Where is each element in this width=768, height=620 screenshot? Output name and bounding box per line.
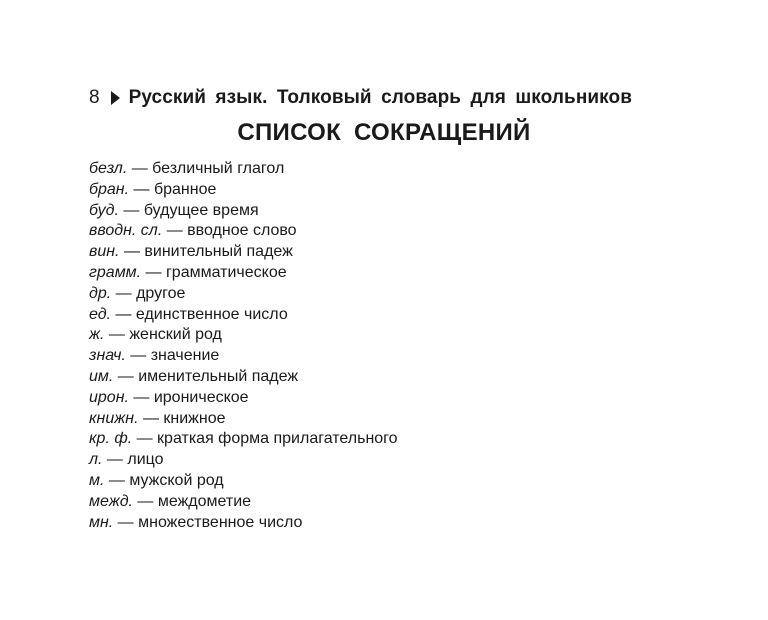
list-item [89,284,398,305]
abbreviation: им. [89,367,114,385]
list-item [89,325,398,346]
list-item [89,159,398,180]
definition: — безличный глагол [127,160,285,177]
list-item [89,492,398,513]
list-item [89,221,398,242]
page-number: 8 [89,87,100,108]
definition: — книжное [138,409,226,427]
list-item [89,242,398,263]
abbreviation: вин. [89,243,120,261]
abbreviation: знач. [89,347,126,365]
list-item [89,346,398,367]
definition: — бранное [129,180,217,198]
list-item [89,388,398,409]
abbreviation-list [89,159,398,533]
definition: — именительный падеж [113,367,299,385]
list-item [89,471,398,492]
abbreviation: книжн. [89,409,139,427]
definition: — единственное число [111,305,288,323]
list-item [89,409,398,430]
abbreviation: ж. [89,326,105,344]
definition: — грамматическое [141,263,287,281]
definition: — будущее время [118,201,259,219]
abbreviation: л. [89,451,103,469]
abbreviation: ирон. [89,388,129,406]
abbreviation: мн. [89,513,114,531]
definition: — другое [111,284,186,302]
definition: — женский род [104,326,222,344]
definition: — междометие [132,492,252,510]
abbreviation: вводн. сл. [89,222,163,240]
list-item [89,305,398,326]
list-item [89,367,398,388]
triangle-right-icon [111,91,120,105]
list-item [89,180,398,201]
abbreviation: грамм. [89,263,142,281]
list-item [89,263,398,284]
running-header [89,85,632,111]
definition: — множественное число [113,513,303,531]
definition: — лицо [102,451,164,469]
abbreviation: м. [89,471,105,489]
definition: — мужской род [104,471,224,489]
abbreviation: безл. [89,160,128,177]
list-item [89,201,398,222]
list-item [89,513,398,534]
abbreviation: бран. [89,180,130,198]
list-item [89,429,398,450]
list-item [89,450,398,471]
abbreviation: буд. [89,201,119,219]
abbreviation: кр. ф. [89,430,133,448]
abbreviation: межд. [89,492,133,510]
definition: — значение [125,347,220,365]
abbreviation: др. [89,284,112,302]
section-title: СПИСОК СОКРАЩЕНИЙ [237,119,531,146]
definition: — ироническое [128,388,249,406]
definition: — краткая форма прилагательного [132,430,398,448]
definition: — винительный падеж [119,243,293,261]
abbreviation: ед. [89,305,112,323]
definition: — вводное слово [162,222,297,240]
book-title: Русский язык. Толковый словарь для школьников [128,87,633,108]
